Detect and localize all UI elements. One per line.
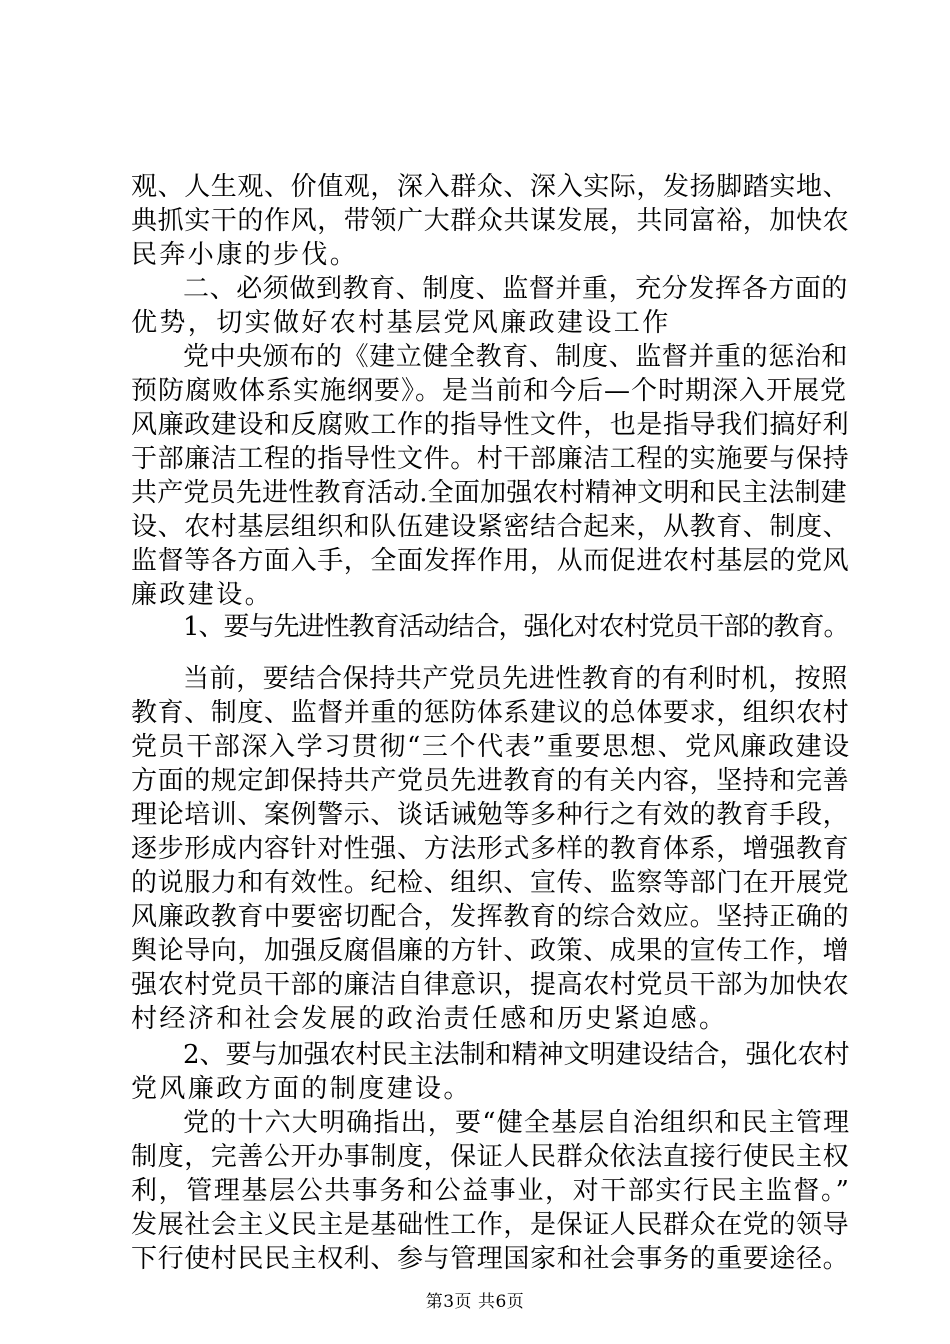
text-line: 廉政建设。	[131, 580, 274, 610]
text-line: 风廉政教育中要密切配合，发挥教育的综合效应。坚持正确的	[131, 902, 850, 932]
text-line: 典抓实干的作风，带领广大群众共谋发展，共同富裕，加快农	[131, 206, 850, 236]
text-line: 党中央颁布的《建立健全教育、制度、监督并重的惩治和	[183, 342, 849, 372]
text-line: 理论培训、案例警示、谈话诫勉等多种行之有效的教育手段，	[131, 800, 850, 830]
text-line: 共产党员先进性教育活动.全面加强农村精神文明和民主法制建	[131, 478, 847, 508]
text-line: 设、农村基层组织和队伍建设紧密结合起来，从教育、制度、	[131, 512, 850, 542]
page-number-footer: 第3页 共6页	[425, 1292, 525, 1312]
text-line: 村经济和社会发展的政治责任感和历史紧迫感。	[131, 1004, 728, 1034]
text-line: 下行使村民民主权利、参与管理国家和社会事务的重要途径。	[131, 1244, 850, 1274]
text-line: 利，管理基层公共事务和公益事业，对干部实行民主监督。”	[131, 1176, 851, 1206]
text-line: 预防腐败体系实施纲要》。是当前和今后—个时期深入开展党	[131, 376, 848, 406]
text-line: 的说服力和有效性。纪检、组织、宣传、监察等部门在开展党	[131, 868, 850, 898]
text-line: 当前，要结合保持共产党员先进性教育的有利时机，按照	[183, 664, 849, 694]
text-line: 舆论导向，加强反腐倡廉的方针、政策、成果的宣传工作，增	[131, 936, 850, 966]
section-heading-line: 二、必须做到教育、制度、监督并重，充分发挥各方面的	[183, 274, 849, 304]
text-line: 制度，完善公开办事制度，保证人民群众依法直接行使民主权	[131, 1142, 850, 1172]
text-line: 发展社会主义民主是基础性工作，是保证人民群众在党的领导	[131, 1210, 850, 1240]
section-heading-line: 优势，切实做好农村基层党风廉政建设工作	[131, 308, 671, 338]
text-line: 观、人生观、价值观，深入群众、深入实际，发扬脚踏实地、	[131, 172, 850, 202]
text-line: 监督等各方面入手，全面发挥作用，从而促进农村基层的党风	[131, 546, 850, 576]
subsection-heading-line: 党风廉政方面的制度建设。	[131, 1074, 472, 1104]
subsection-heading-line: 2、要与加强农村民主法制和精神文明建设结合，强化农村	[183, 1040, 850, 1070]
subsection-heading-line: 1、要与先进性教育活动结合，强化对农村党员干部的教育。	[183, 612, 849, 642]
text-line: 逐步形成内容针对性强、方法形式多样的教育体系，增强教育	[131, 834, 850, 864]
text-line: 风廉政建设和反腐败工作的指导性文件，也是指导我们搞好利	[131, 410, 850, 440]
text-line: 党的十六大明确指出，要“健全基层自治组织和民主管理	[183, 1108, 851, 1138]
text-line: 教育、制度、监督并重的惩防体系建议的总体要求，组织农村	[131, 698, 850, 728]
text-line: 党员干部深入学习贯彻“三个代表”重要思想、党风廉政建设	[131, 732, 851, 762]
text-line: 于部廉洁工程的指导性文件。村干部廉洁工程的实施要与保持	[131, 444, 850, 474]
text-line: 民奔小康的步伐。	[131, 240, 359, 270]
text-line: 方面的规定卸保持共产党员先进教育的有关内容，坚持和完善	[131, 766, 850, 796]
text-line: 强农村党员干部的廉洁自律意识，提高农村党员干部为加快农	[131, 970, 850, 1000]
